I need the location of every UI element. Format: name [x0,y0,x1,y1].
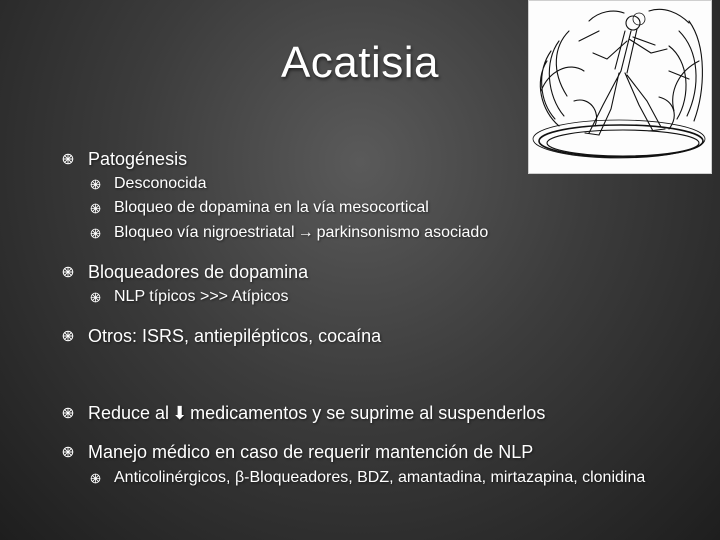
list-item [90,469,680,487]
bullet-text-pre: Reduce al [88,403,170,423]
bullet-text: Otros: ISRS, antiepilépticos, cocaína [88,326,382,346]
list-item [90,175,207,193]
flower-bullet-icon [90,473,101,484]
list-item [62,402,545,424]
flower-bullet-icon [62,407,74,419]
bullet-text: Bloqueadores de dopamina [88,262,309,282]
arrow-right-icon: → [297,224,314,241]
list-item [62,441,533,463]
list-item [90,199,429,217]
bullet-text: Manejo médico en caso de requerir mantención de NLP [88,442,534,462]
bullet-text: Patogénesis [88,149,188,169]
list-item [62,261,308,283]
list-item [90,224,488,242]
arrow-down-icon: ⬇ [172,403,188,423]
list-item [62,325,381,347]
bullet-text [114,224,488,242]
list-item [90,288,288,306]
flower-bullet-icon [90,179,101,190]
flower-bullet-icon [90,292,101,303]
bullet-text-post: parkinsonismo asociado [316,224,489,241]
flower-bullet-icon [90,228,101,239]
flower-bullet-icon [90,203,101,214]
flower-bullet-icon [62,266,74,278]
flower-bullet-icon [62,446,74,458]
bullet-text [88,402,545,424]
bullet-text-pre: Bloqueo vía nigroestriatal [114,224,295,241]
bullet-text: NLP típicos >>> Atípicos [114,288,289,305]
slide-title: Acatisia [280,38,440,87]
flower-bullet-icon [62,330,74,342]
bullet-text-post: medicamentos y se suprime al suspenderlos [190,403,546,423]
bullet-text: Anticolinérgicos, β-Bloqueadores, BDZ, amantadina, mirtazapina, clonidina [114,469,646,486]
list-item [62,148,187,170]
flower-bullet-icon [62,153,74,165]
bullet-text: Bloqueo de dopamina en la vía mesocortical [114,199,429,216]
bullet-text: Desconocida [114,175,207,192]
